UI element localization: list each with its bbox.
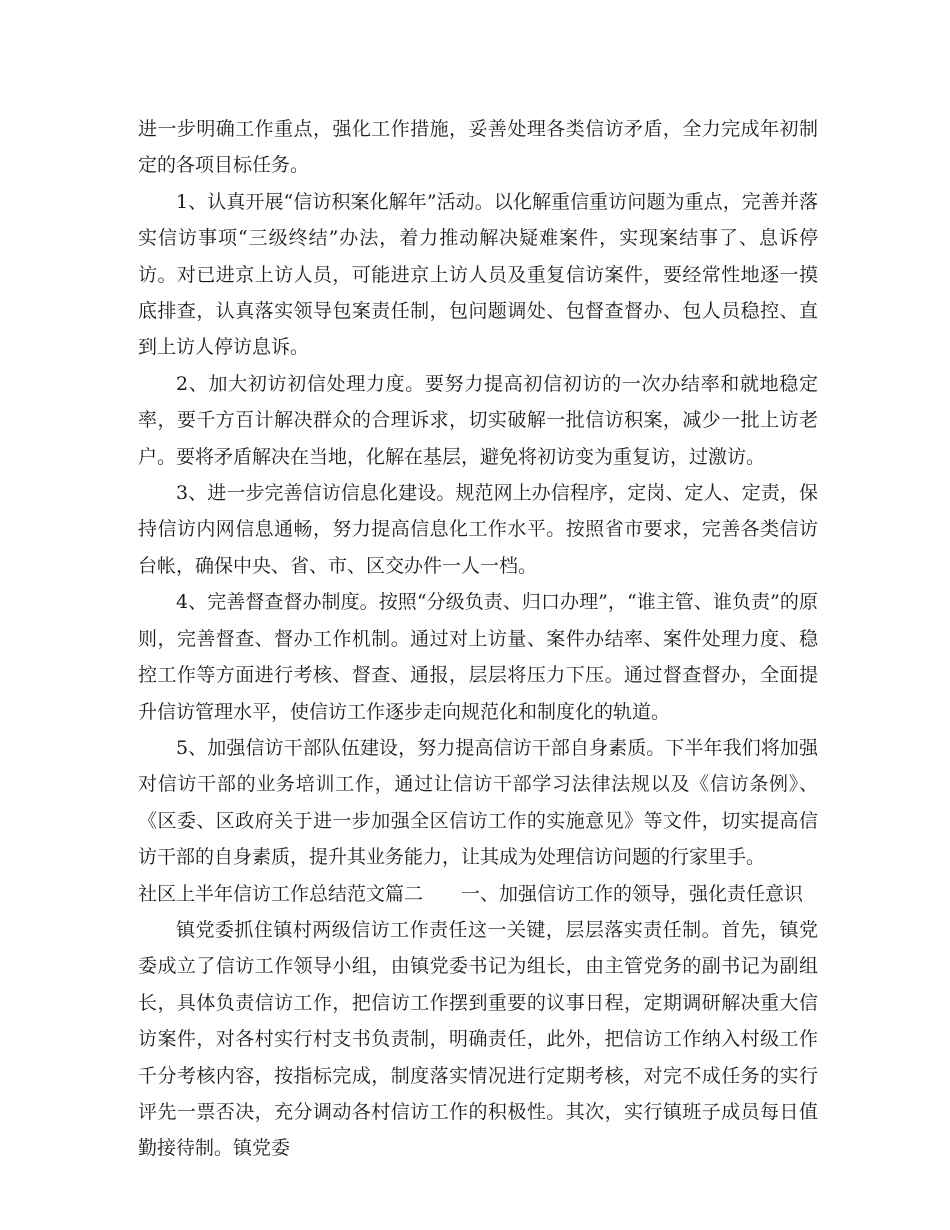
paragraph-intro-continuation: 进一步明确工作重点，强化工作措施，妥善处理各类信访矛盾，全力完成年初制定的各项目标任务。 <box>138 118 818 177</box>
paragraph-item-5: 5、加强信访干部队伍建设，努力提高信访干部自身素质。下半年我们将加强对信访干部的业务培训工作，通过让信访干部学习法律法规以及《信访条例》、《区委、区政府关于进一步加强全区信访工作的实施意见》等文件，切实提高信访干部的自身素质，提升其业务能力，让其成为处理信访问题的行家里手。 <box>138 736 818 869</box>
paragraph-item-3: 3、进一步完善信访信息化建设。规范网上办信程序，定岗、定人、定责，保持信访内网信息通畅，努力提高信息化工作水平。按照省市要求，完善各类信访台帐，确保中央、省、市、区交办件一人一档。 <box>138 482 818 577</box>
paragraph-item-1: 1、认真开展“信访积案化解年”活动。以化解重信重访问题为重点，完善并落实信访事项“三级终结”办法，着力推动解决疑难案件，实现案结事了、息诉停访。对已进京上访人员，可能进京上访人员及重复信访案件，要经常性地逐一摸底排查，认真落实领导包案责任制，包问题调处、包督查督办、包人员稳控、直到上访人停访息诉。 <box>138 190 818 359</box>
section-heading-line <box>138 876 818 912</box>
section-subheading: 一、加强信访工作的领导，强化责任意识 <box>461 882 804 905</box>
document-body <box>138 111 818 1167</box>
paragraph-item-4: 4、完善督查督办制度。按照“分级负责、归口办理”，“谁主管、谁负责”的原则，完善督查、督办工作机制。通过对上访量、案件办结率、案件处理力度、稳控工作等方面进行考核、督查、通报，层层将压力下压。通过督查督办，全面提升信访管理水平，使信访工作逐步走向规范化和制度化的轨道。 <box>138 591 818 723</box>
paragraph-section-body: 镇党委抓住镇村两级信访工作责任这一关键，层层落实责任制。首先，镇党委成立了信访工作领导小组，由镇党委书记为组长，由主管党务的副书记为副组长，具体负责信访工作，把信访工作摆到重要的议事日程，定期调研解决重大信访案件，对各村实行村支书负责制，明确责任，此外，把信访工作纳入村级工作千分考核内容，按指标完成，制度落实情况进行定期考核，对完不成任务的实行评先一票否决，充分调动各村信访工作的积极性。其次，实行镇班子成员每日值勤接待制。镇党委 <box>138 918 818 1160</box>
paragraph-item-2: 2、加大初访初信处理力度。要努力提高初信初访的一次办结率和就地稳定率，要千方百计解决群众的合理诉求，切实破解一批信访积案，减少一批上访老户。要将矛盾解决在当地，化解在基层，避免将初访变为重复访，过激访。 <box>138 372 818 468</box>
section-title: 社区上半年信访工作总结范文篇二 <box>138 882 424 905</box>
